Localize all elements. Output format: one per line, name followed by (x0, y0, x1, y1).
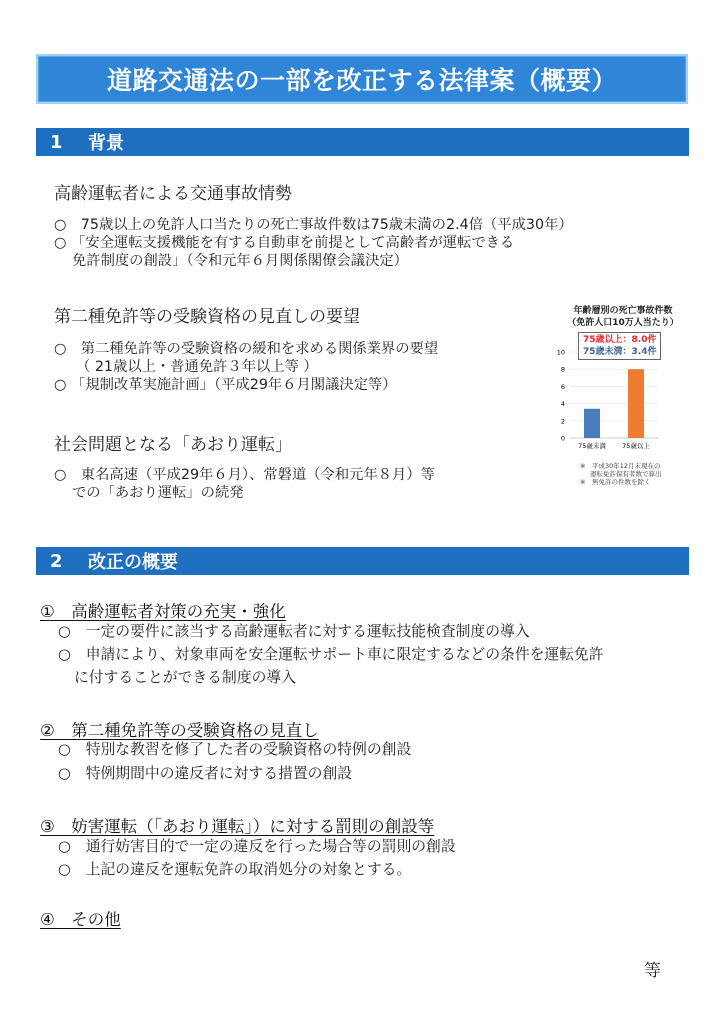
topic3-item-1-cont: での「あおり運転」の続発 (72, 485, 244, 501)
y-tick-label: 4 (560, 400, 565, 409)
subsection-1-heading: ① 高齢運転者対策の充実・強化 (40, 602, 286, 621)
chart-subtitle: （免許人口10万人当たり） (567, 318, 679, 328)
sub1-item-2-cont: に付することができる制度の導入 (74, 669, 296, 686)
subsection-3-heading: ③ 妨害運転（「あおり運転」）に対する罰則の創設等 (40, 817, 435, 836)
bar-under-75 (584, 409, 600, 438)
chart-title: 年齢層別の死亡事故件数 (573, 306, 673, 316)
section-2-number: 2 (50, 550, 63, 572)
section-1-label: 背景 (88, 133, 124, 154)
topic-road-rage-heading: 社会問題となる「あおり運転」 (54, 435, 292, 455)
topic-license-requirements-heading: 第二種免許等の受験資格の見直しの要望 (54, 307, 360, 327)
y-tick-label: 8 (560, 365, 565, 374)
subsection-2-heading: ② 第二種免許等の受験資格の見直し (40, 721, 319, 740)
subsection-4-heading: ④ その他 (40, 910, 121, 929)
y-tick-label: 0 (560, 434, 565, 443)
chart-note-2: ※ 無免許の件数を除く (580, 478, 651, 486)
legend-entry-75-under: 75歳未満：3.4件 (583, 347, 657, 357)
death-accident-bar-chart (548, 340, 698, 460)
sub1-item-1: ○ 一定の要件に該当する高齢運転者に対する運転技能検査制度の導入 (58, 623, 530, 640)
y-tick-label: 10 (556, 348, 565, 357)
topic1-item-2-cont: 免許制度の創設」（令和元年６月関係閣僚会議決定） (72, 253, 408, 269)
sub1-item-2: ○ 申請により、対象車両を安全運転サポート車に限定するなどの条件を運転免許 (58, 646, 604, 663)
section-1-number: 1 (50, 131, 63, 153)
sub3-item-2: ○ 上記の違反を運転免許の取消処分の対象とする。 (58, 861, 412, 878)
topic2-item-1: ○ 第二種免許等の受験資格の緩和を求める関係業界の要望 (54, 341, 439, 357)
topic-elderly-accidents-heading: 高齢運転者による交通事故情勢 (54, 184, 292, 204)
topic3-item-1: ○ 東名高速（平成29年６月）、常磐道（令和元年８月）等 (54, 467, 435, 483)
chart-note-1: ※ 平成30年12月末現在の (580, 462, 661, 470)
legend-entry-75-over: 75歳以上：8.0件 (583, 335, 657, 345)
chart-note-1-cont: 運転免許保有者数で算出 (590, 470, 662, 478)
y-tick-label: 2 (560, 417, 565, 426)
topic1-item-1: ○ 75歳以上の免許人口当たりの死亡事故件数は75歳未満の2.4倍（平成30年） (54, 217, 573, 233)
x-category-label: 75歳以上 (622, 442, 650, 450)
bar-over-75 (628, 369, 644, 438)
topic2-item-1-cont: （ 21歳以上・普通免許３年以上等 ） (76, 359, 318, 375)
y-tick-label: 6 (560, 382, 565, 391)
sub3-item-1: ○ 通行妨害目的で一定の違反を行った場合等の罰則の創設 (58, 838, 456, 855)
topic1-item-2: ○ 「安全運転支援機能を有する自動車を前提として高齢者が運転できる (54, 235, 515, 251)
title-banner (36, 54, 688, 104)
section-2-label: 改正の概要 (88, 552, 178, 573)
footer-etc: 等 (644, 961, 661, 981)
sub2-item-2: ○ 特例期間中の違反者に対する措置の創設 (58, 765, 353, 782)
section-1-header (36, 128, 689, 156)
section-2-header (36, 547, 689, 575)
sub2-item-1: ○ 特別な教習を修了した者の受験資格の特例の創設 (58, 741, 412, 758)
x-category-label: 75歳未満 (578, 442, 606, 450)
page-title: 道路交通法の一部を改正する法律案（概要） (106, 66, 617, 95)
topic2-item-2: ○ 「規制改革実施計画」（平成29年６月閣議決定等） (54, 377, 397, 393)
